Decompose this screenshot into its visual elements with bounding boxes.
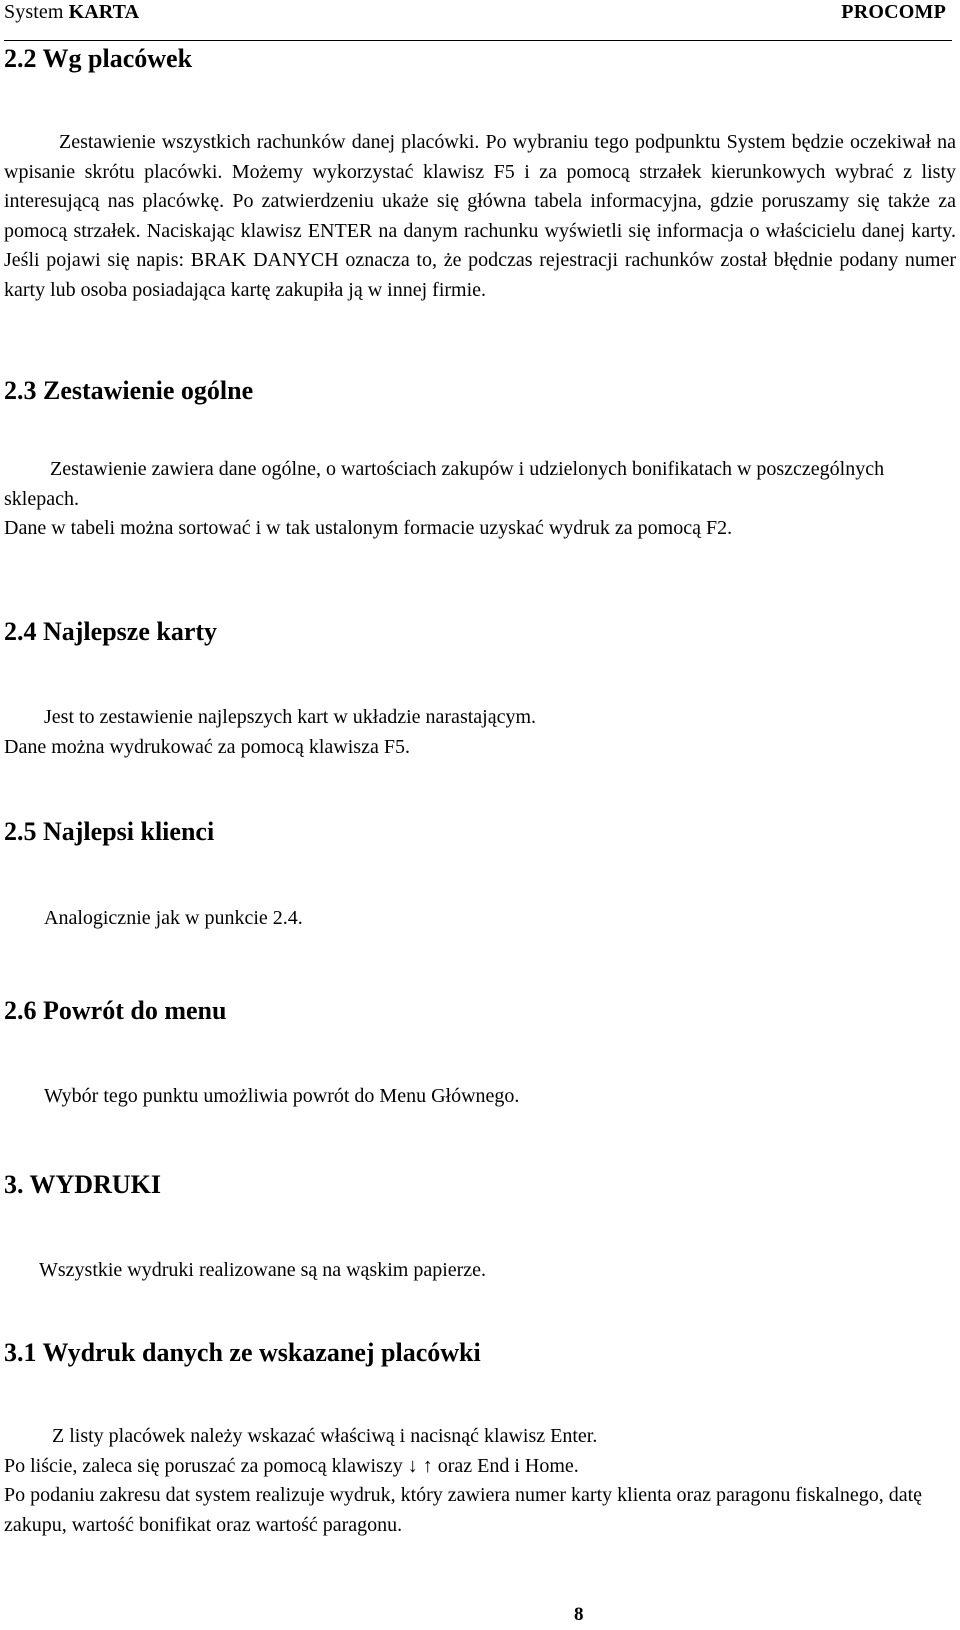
page-number: 8 [574, 1604, 584, 1625]
section-2-3-line-2: Dane w tabeli można sortować i w tak ustalonym formacie uzyskać wydruk za pomocą F2. [4, 517, 733, 540]
section-2-5-title: 2.5 Najlepsi klienci [4, 817, 215, 846]
section-2-4-line-1: Jest to zestawienie najlepszych kart w układzie narastającym. [44, 706, 537, 728]
header-system-name [4, 1, 139, 24]
section-3-title: 3. WYDRUKI [4, 1170, 161, 1199]
section-2-4-title: 2.4 Najlepsze karty [4, 617, 218, 646]
page-header [4, 0, 952, 41]
section-2-3-line-1: Zestawienie zawiera dane ogólne, o wartościach zakupów i udzielonych bonifikatach w poszczególnych sklepach. [4, 458, 885, 510]
section-3-body [4, 1256, 956, 1286]
section-3-1-body [4, 1422, 956, 1540]
header-company: PROCOMP [841, 1, 946, 23]
section-2-2-text: Zestawienie wszystkich rachunków danej placówki. Po wybraniu tego podpunktu System będzie oczekiwał na wpisanie skrótu placówki. Możemy wykorzystać klawisz F5 i za pomocą strzałek kierunkowych wybrać z listy interesującą nas placówkę. Po zatwierdzeniu ukaże się główna tabela informacyjna, gdzie poruszamy się także za pomocą strzałek. Naciskając klawisz ENTER na danym rachunku wyświetli się informacja o właścicielu danej karty. Jeśli pojawi się napis: BRAK DANYCH oznacza to, że podczas rejestracji rachunków został błędnie podany numer karty lub osoba posiadająca kartę zakupiła ją w innej firmie. [4, 131, 956, 301]
section-2-5-body [4, 904, 956, 934]
section-3-1-line-3: Po podaniu zakresu dat system realizuje wydruk, który zawiera numer karty klienta oraz paragonu fiskalnego, datę zakupu, wartość bonifikat oraz wartość paragonu. [4, 1484, 923, 1536]
section-2-5-line-1: Analogicznie jak w punkcie 2.4. [44, 907, 303, 929]
section-2-4-line-2: Dane można wydrukować za pomocą klawisza F5. [4, 735, 410, 758]
section-2-6-line-1: Wybór tego punktu umożliwia powrót do Menu Głównego. [44, 1085, 520, 1107]
section-2-3-title: 2.3 Zestawienie ogólne [4, 376, 254, 405]
section-2-2-body [4, 128, 956, 306]
section-3-1-line-1: Z listy placówek należy wskazać właściwą i nacisnąć klawisz Enter. [52, 1425, 598, 1447]
section-3-1-line-2: Po liście, zaleca się poruszać za pomocą klawiszy ↓ ↑ oraz End i Home. [4, 1454, 579, 1477]
section-3-line-1: Wszystkie wydruki realizowane są na wąskim papierze. [39, 1259, 487, 1281]
header-system-prefix: System [4, 1, 64, 23]
section-3-1-title: 3.1 Wydruk danych ze wskazanej placówki [4, 1338, 481, 1367]
section-2-4-body [4, 703, 956, 762]
section-2-6-title: 2.6 Powrót do menu [4, 996, 227, 1025]
section-2-2-title: 2.2 Wg placówek [4, 44, 193, 73]
section-2-6-body [4, 1082, 956, 1112]
header-system-bold: KARTA [68, 1, 140, 23]
section-2-3-body [4, 455, 956, 544]
